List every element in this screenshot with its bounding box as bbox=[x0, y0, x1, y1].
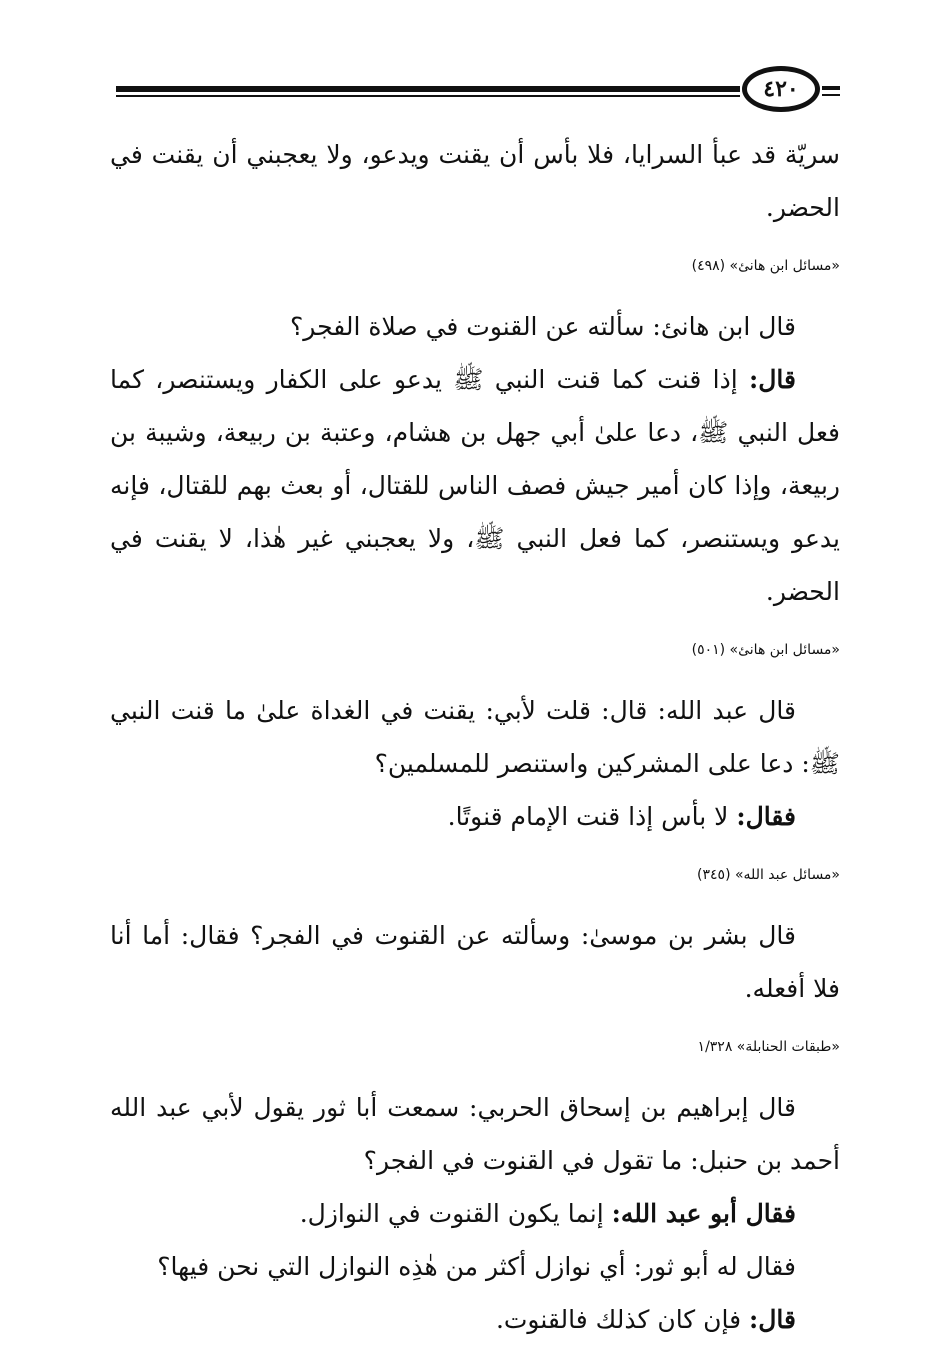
header-rule-thin bbox=[116, 95, 740, 97]
source-citation: «مسائل ابن هانئ» (٤٩٨) bbox=[691, 258, 840, 274]
header-rule-end bbox=[822, 86, 840, 90]
text-paragraph bbox=[110, 300, 840, 353]
source-citation: «مسائل ابن هانئ» (٥٠١) bbox=[691, 642, 840, 658]
text-paragraph bbox=[110, 1293, 840, 1346]
paragraph-text: قال إبراهيم بن إسحاق الحربي: سمعت أبا ثور يقول لأبي عبد الله أحمد بن حنبل: ما تقول في القنوت في الفجر؟ bbox=[110, 1093, 840, 1175]
speaker-label: قال: bbox=[749, 365, 796, 394]
text-paragraph bbox=[110, 1240, 840, 1293]
paragraph-text: فقال له أبو ثور: أي نوازل أكثر من هٰذِه النوازل التي نحن فيها؟ bbox=[157, 1252, 796, 1281]
speaker-label: فقال: bbox=[736, 802, 796, 831]
paragraph-text: قال عبد الله: قال: قلت لأبي: يقنت في الغداة علىٰ ما قنت النبي ﷺ: دعا على المشركين واستنصر للمسلمين؟ bbox=[110, 696, 840, 778]
text-paragraph bbox=[110, 353, 840, 618]
paragraph-text: إنما يكون القنوت في النوازل. bbox=[299, 1199, 612, 1228]
paragraph-text: قال ابن هانئ: سألته عن القنوت في صلاة الفجر؟ bbox=[290, 312, 796, 341]
paragraph-text: إذا قنت كما قنت النبي ﷺ يدعو على الكفار ويستنصر، كما فعل النبي ﷺ، دعا علىٰ أبي جهل بن هشام، وعتبة بن ربيعة، وشيبة بن ربيعة، وإذا كان أمير جيش فصف الناس للقتال، أو بعث بهم للقتال، فإنه يدعو ويستنصر، كما فعل النبي ﷺ، ولا يعجبني غير هٰذا، لا يقنت في الحضر. bbox=[110, 365, 840, 606]
speaker-label: قال: bbox=[749, 1305, 796, 1334]
source-citation: «طبقات الحنابلة» ١/٣٢٨ bbox=[697, 1039, 840, 1055]
text-paragraph bbox=[110, 128, 840, 234]
page-number bbox=[742, 66, 820, 112]
text-paragraph bbox=[110, 1187, 840, 1240]
source-citation: «مسائل عبد الله» (٣٤٥) bbox=[697, 867, 840, 883]
text-paragraph bbox=[110, 684, 840, 790]
header-rule-thick bbox=[116, 86, 740, 92]
paragraph-text: لا بأس إذا قنت الإمام قنوتًا. bbox=[447, 802, 737, 831]
header-rule-end-thin bbox=[822, 94, 840, 96]
text-paragraph bbox=[110, 1081, 840, 1187]
page-body bbox=[110, 128, 840, 1346]
speaker-label: فقال أبو عبد الله: bbox=[611, 1199, 796, 1228]
paragraph-text: قال بشر بن موسىٰ: وسألته عن القنوت في الفجر؟ فقال: أما أنا فلا أفعله. bbox=[110, 921, 840, 1003]
paragraph-text: سريّة قد عبأ السرايا، فلا بأس أن يقنت ويدعو، ولا يعجبني أن يقنت في الحضر. bbox=[110, 140, 840, 222]
paragraph-text: فإن كان كذلك فالقنوت. bbox=[495, 1305, 750, 1334]
text-paragraph bbox=[110, 790, 840, 843]
page-number-text: ٤٢٠ bbox=[763, 76, 799, 102]
text-paragraph bbox=[110, 909, 840, 1015]
